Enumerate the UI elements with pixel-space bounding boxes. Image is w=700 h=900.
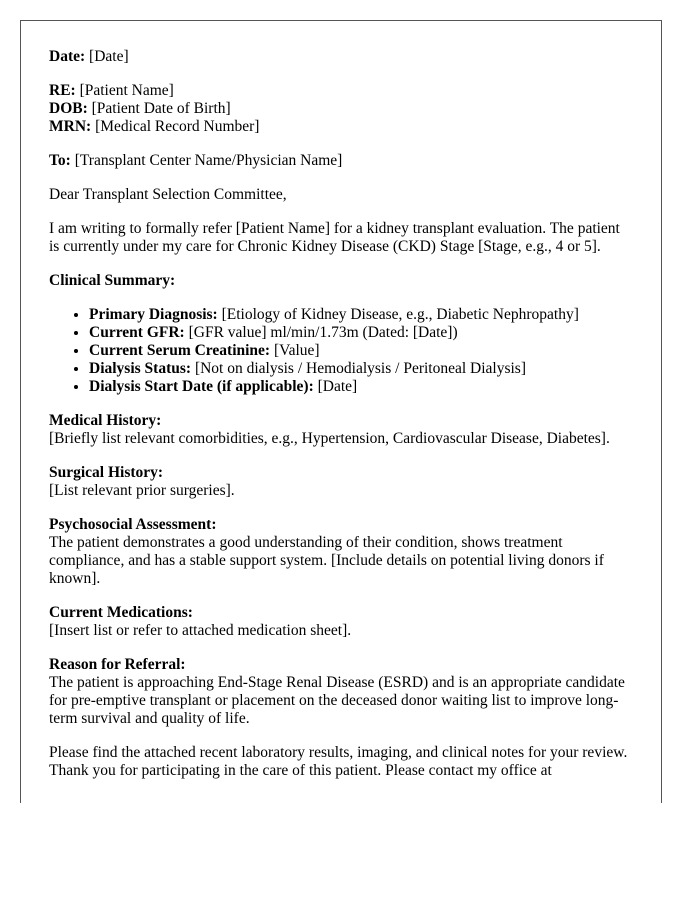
to-value: [Transplant Center Name/Physician Name] — [74, 152, 343, 169]
reason-text: The patient is approaching End-Stage Renal Disease (ESRD) and is an appropriate candidate for pre-emptive transplant or placement on the deceased donor waiting list to improve long-term survival and quality of life. — [49, 674, 625, 727]
mrn-value: [Medical Record Number] — [95, 118, 260, 135]
list-item-value: [Value] — [273, 342, 320, 359]
intro-paragraph: I am writing to formally refer [Patient Name] for a kidney transplant evaluation. The patient is currently under my care for Chronic Kidney Disease (CKD) Stage [Stage, e.g., 4 or 5]. — [49, 220, 620, 255]
to-line — [49, 152, 633, 170]
medications-text: [Insert list or refer to attached medication sheet]. — [49, 622, 352, 639]
medical-history-text: [Briefly list relevant comorbidities, e.g., Hypertension, Cardiovascular Disease, Diabetes]. — [49, 430, 610, 447]
mrn-line — [49, 118, 633, 136]
re-value: [Patient Name] — [79, 82, 174, 99]
dob-label: DOB: — [49, 100, 88, 117]
list-item — [89, 378, 633, 396]
list-item-label: Dialysis Start Date (if applicable): — [89, 378, 314, 395]
date-line — [49, 48, 633, 66]
to-label: To: — [49, 152, 71, 169]
list-item — [89, 306, 633, 324]
medications-heading: Current Medications: — [49, 604, 193, 621]
list-item-label: Current Serum Creatinine: — [89, 342, 271, 359]
medical-history-heading: Medical History: — [49, 412, 162, 429]
list-item-value: [Etiology of Kidney Disease, e.g., Diabetic Nephropathy] — [221, 306, 579, 323]
re-line — [49, 82, 633, 100]
greeting: Dear Transplant Selection Committee, — [49, 186, 287, 203]
list-item-value: [GFR value] ml/min/1.73m (Dated: [Date]) — [188, 324, 458, 341]
list-item — [89, 360, 633, 378]
letter-content — [21, 21, 661, 780]
list-item-label: Primary Diagnosis: — [89, 306, 218, 323]
list-item-label: Current GFR: — [89, 324, 185, 341]
psychosocial-text: The patient demonstrates a good understanding of their condition, shows treatment compliance, and has a stable support system. [Include details on potential living donors if known]. — [49, 534, 604, 587]
surgical-history-text: [List relevant prior surgeries]. — [49, 482, 235, 499]
clinical-summary-heading: Clinical Summary: — [49, 272, 176, 289]
clinical-summary-list — [49, 306, 633, 396]
mrn-label: MRN: — [49, 118, 92, 135]
list-item — [89, 324, 633, 342]
dob-line — [49, 100, 633, 118]
psychosocial-heading: Psychosocial Assessment: — [49, 516, 217, 533]
reason-heading: Reason for Referral: — [49, 656, 186, 673]
surgical-history-heading: Surgical History: — [49, 464, 164, 481]
list-item-value: [Date] — [317, 378, 358, 395]
list-item — [89, 342, 633, 360]
date-label: Date: — [49, 48, 86, 65]
dob-value: [Patient Date of Birth] — [91, 100, 231, 117]
list-item-label: Dialysis Status: — [89, 360, 192, 377]
re-label: RE: — [49, 82, 76, 99]
letter-page — [20, 20, 662, 803]
list-item-value: [Not on dialysis / Hemodialysis / Peritoneal Dialysis] — [194, 360, 527, 377]
date-value: [Date] — [89, 48, 129, 65]
closing-paragraph: Please find the attached recent laboratory results, imaging, and clinical notes for your review. Thank you for participating in the care of this patient. Please contact my office at — [49, 744, 628, 779]
